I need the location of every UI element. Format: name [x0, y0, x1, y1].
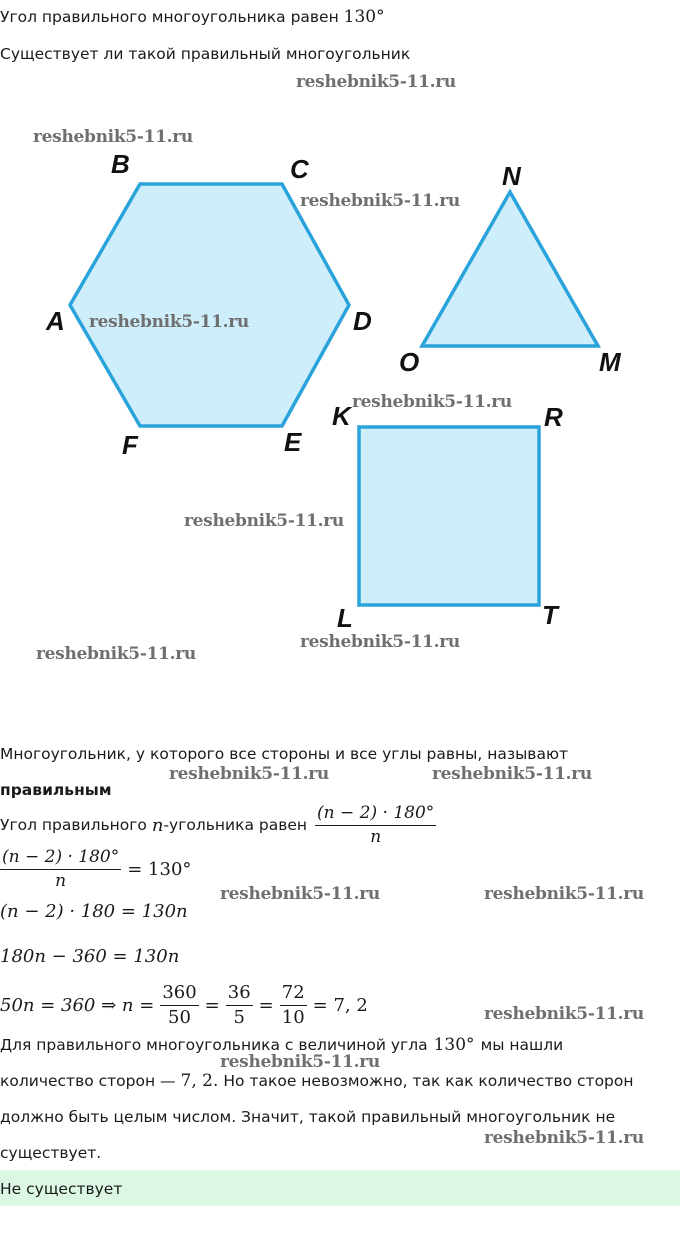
- conclusion-line-1: [0, 1035, 563, 1055]
- equals-sign: =: [204, 994, 220, 1016]
- fraction-denominator: n: [370, 827, 382, 847]
- eq4-lhs: 50n = 360 ⇒ n =: [0, 994, 155, 1016]
- triangle-shape: [422, 192, 598, 346]
- label-T: T: [542, 600, 558, 630]
- equation-4: [0, 982, 368, 1028]
- watermark: reshebnik5-11.ru: [89, 312, 249, 332]
- watermark: reshebnik5-11.ru: [484, 884, 644, 904]
- watermark: reshebnik5-11.ru: [484, 1128, 644, 1148]
- formula-var: n: [151, 814, 164, 836]
- formula-intro: Угол правильного: [0, 816, 147, 834]
- conclusion-text: Для правильного многоугольника с величиной угла: [0, 1036, 428, 1054]
- watermark: reshebnik5-11.ru: [220, 884, 380, 904]
- conclusion-line-2: [0, 1071, 634, 1091]
- label-B: B: [111, 149, 130, 179]
- label-N: N: [502, 161, 521, 191]
- watermark: reshebnik5-11.ru: [296, 72, 456, 92]
- label-M: M: [599, 347, 621, 377]
- question-angle: 130°: [343, 7, 385, 27]
- conclusion-line-4: существует.: [0, 1144, 102, 1162]
- fraction-numerator: (n − 2) · 180°: [0, 847, 121, 870]
- label-A: A: [46, 306, 65, 336]
- watermark: reshebnik5-11.ru: [36, 644, 196, 664]
- question-text: Угол правильного многоугольника равен: [0, 8, 339, 26]
- watermark: reshebnik5-11.ru: [300, 632, 460, 652]
- label-L: L: [337, 603, 353, 633]
- fraction-numerator: (n − 2) · 180°: [315, 803, 436, 826]
- eq4-fraction-2: [226, 982, 253, 1028]
- watermark: reshebnik5-11.ru: [432, 764, 592, 784]
- watermark: reshebnik5-11.ru: [220, 1052, 380, 1072]
- fraction-denominator: 5: [233, 1007, 245, 1028]
- definition-text: Многоугольник, у которого все стороны и все углы равны, называют: [0, 745, 569, 763]
- watermark: reshebnik5-11.ru: [484, 1004, 644, 1024]
- eq4-fraction-3: [280, 982, 307, 1028]
- fraction-numerator: 360: [160, 982, 198, 1006]
- definition-term: правильным: [0, 781, 112, 799]
- label-E: E: [284, 427, 302, 457]
- conclusion-line-3: должно быть целым числом. Значит, такой правильный многоугольник не: [0, 1108, 616, 1126]
- conclusion-text: Но такое невозможно, так как количество сторон: [223, 1072, 634, 1090]
- equals-sign: =: [258, 994, 274, 1016]
- label-O: O: [399, 347, 420, 377]
- label-F: F: [122, 430, 138, 460]
- polygons-figure: [0, 140, 680, 670]
- watermark: reshebnik5-11.ru: [33, 127, 193, 147]
- conclusion-text: мы нашли: [480, 1036, 564, 1054]
- question-line-1: [0, 7, 385, 27]
- conclusion-value: 7, 2.: [180, 1071, 219, 1091]
- eq1-rhs: = 130°: [127, 858, 192, 880]
- fraction-denominator: 10: [281, 1007, 305, 1028]
- answer-box: [0, 1170, 680, 1206]
- formula-fraction: [315, 803, 436, 847]
- eq1-fraction: [0, 847, 121, 891]
- conclusion-angle: 130°: [433, 1035, 475, 1055]
- square-shape: [359, 427, 539, 605]
- watermark: reshebnik5-11.ru: [300, 191, 460, 211]
- formula-intro-rest: -угольника равен: [163, 816, 308, 834]
- watermark: reshebnik5-11.ru: [352, 392, 512, 412]
- watermark: reshebnik5-11.ru: [184, 511, 344, 531]
- label-D: D: [353, 306, 372, 336]
- equation-3: 180n − 360 = 130n: [0, 946, 180, 967]
- hexagon-shape: [70, 184, 349, 426]
- label-K: K: [332, 401, 351, 431]
- answer-text: Не существует: [0, 1180, 123, 1198]
- equation-2: (n − 2) · 180 = 130n: [0, 901, 188, 922]
- label-R: R: [544, 402, 563, 432]
- fraction-denominator: 50: [168, 1007, 191, 1028]
- watermark: reshebnik5-11.ru: [169, 764, 329, 784]
- eq4-fraction-1: [160, 982, 198, 1028]
- fraction-numerator: 72: [280, 982, 307, 1006]
- formula-line: [0, 803, 436, 847]
- equation-1: [0, 847, 191, 891]
- fraction-numerator: 36: [226, 982, 253, 1006]
- label-C: C: [290, 154, 309, 184]
- eq4-result: = 7, 2: [312, 994, 368, 1016]
- conclusion-text: количество сторон —: [0, 1072, 176, 1090]
- question-line-2: Существует ли такой правильный многоугольник: [0, 45, 411, 63]
- fraction-denominator: n: [55, 871, 67, 891]
